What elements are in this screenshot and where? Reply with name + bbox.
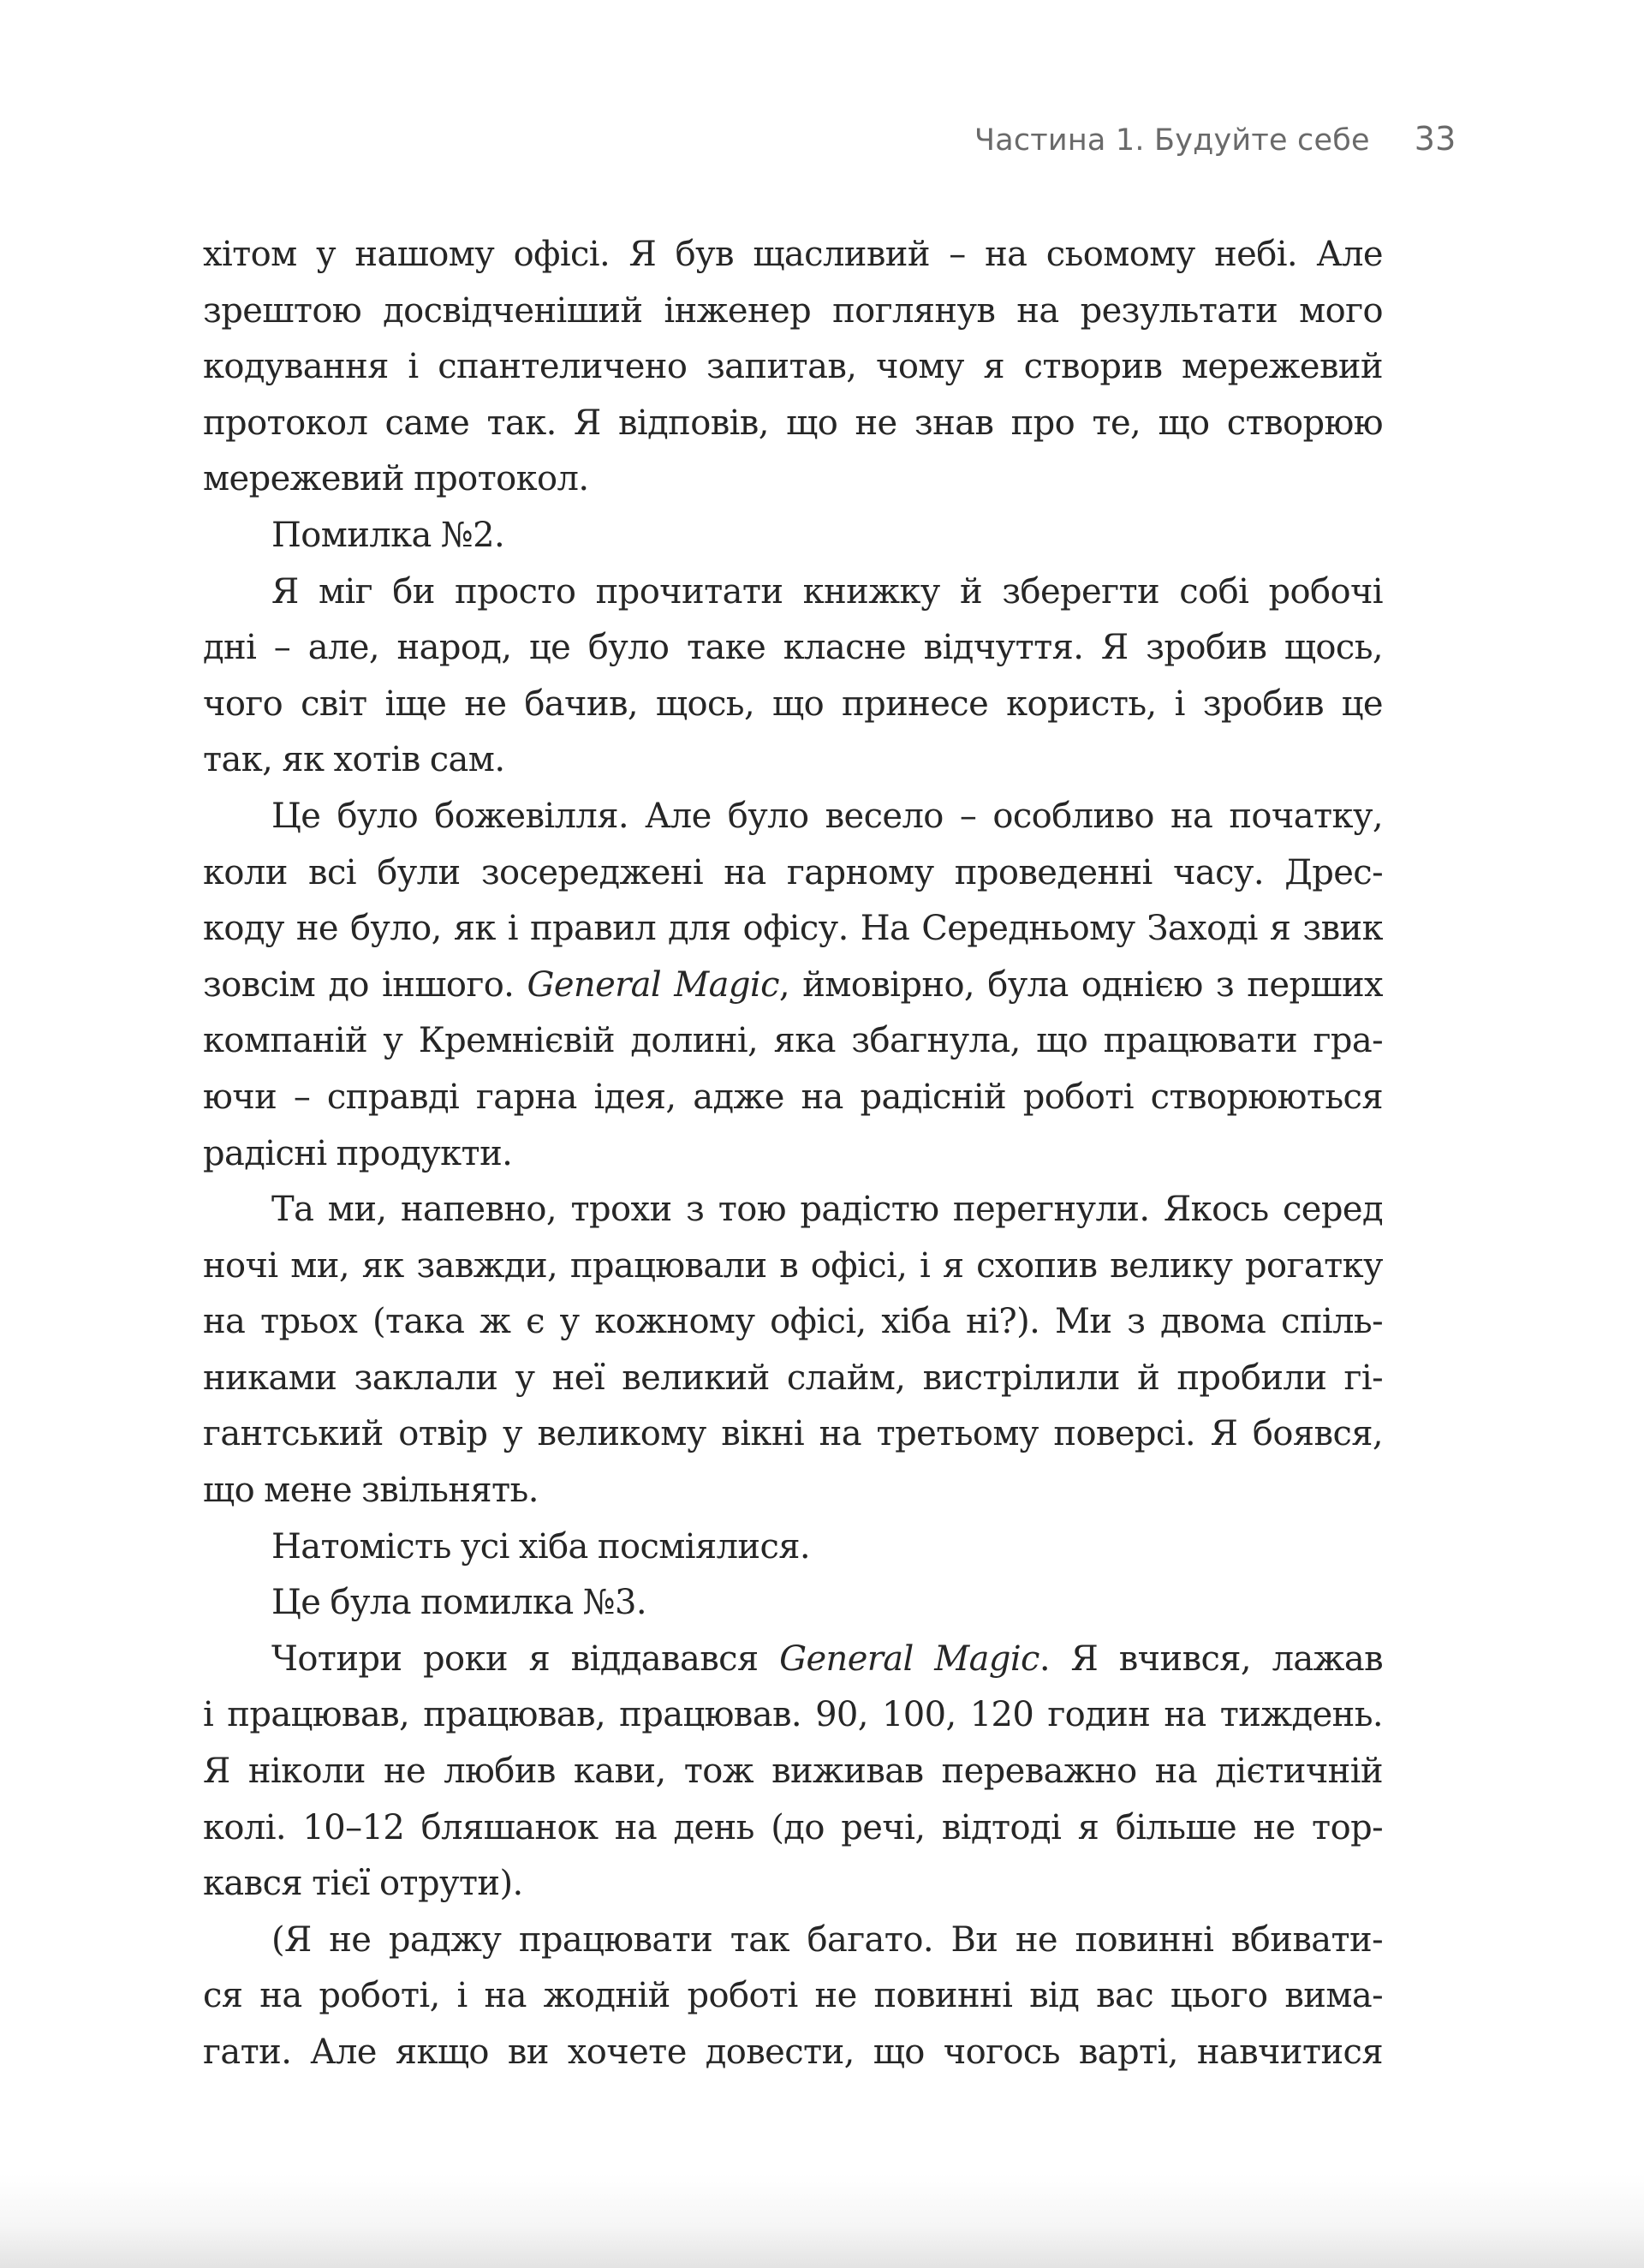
text-line: гантський отвір у великому вікні на третьому поверсі. Я боявся, [203,1414,1383,1454]
italic-company-name: General Magic [779,1638,1039,1679]
text-line: і працював, працював, працював. 90, 100, 120 годин на тиждень. [203,1695,1383,1735]
text-line: Натомість усі хіба посміялися. [271,1526,811,1567]
text-line: на трьох (така ж є у кожному офісі, хіба ні?). Ми з двома спіль- [203,1302,1383,1342]
text-line: дні – але, народ, це було таке класне відчуття. Я зробив щось, [203,628,1383,668]
text-line: Це було божевілля. Але було весело – особливо на початку, [271,796,1383,836]
text-line: колі. 10–12 бляшанок на день (до речі, відтоді я більше не тор- [203,1807,1383,1847]
text-line: Це була помилка №3. [271,1583,646,1623]
text-line: радісні продукти. [203,1133,513,1173]
page-number: 33 [1414,120,1456,158]
text-line: ся на роботі, і на жодній роботі не повинні від вас цього вима- [203,1976,1383,2016]
text-line: мережевий протокол. [203,459,589,499]
text-line: Я міг би просто прочитати книжку й зберегти собі робочі [271,571,1383,612]
text-line: Я ніколи не любив кави, тож виживав переважно на дієтичній [203,1752,1383,1792]
running-header [974,120,1471,171]
body-text [203,227,1383,2081]
section-title: Частина 1. Будуйте себе [974,123,1370,158]
text-line: Помилка №2. [271,515,505,555]
text-line: так, як хотів сам. [203,740,505,780]
text-line: компаній у Кремнієвій долині, яка збагнула, що працювати гра- [203,1021,1383,1061]
page-bottom-shadow [0,2174,1644,2268]
text-line: зрештою досвідченіший інженер поглянув на результати мого [203,290,1383,331]
text-line: чого світ іще не бачив, щось, що принесе користь, і зробив це [203,683,1383,724]
text-line: що мене звільнять. [203,1471,539,1511]
text-line: Чотири роки я віддавався General Magic. Я вчився, лажав [271,1638,1383,1679]
text-line: коду не було, як і правил для офісу. На Середньому Заході я звик [203,909,1383,949]
text-line: хітом у нашому офісі. Я був щасливий – на сьомому небі. Але [203,235,1383,274]
text-line: никами заклали у неї великий слайм, вистрілили й пробили гі- [203,1358,1383,1398]
text-line: коли всі були зосереджені на гарному проведенні часу. Дрес- [203,852,1383,892]
text-line: кався тієї отрути). [203,1864,523,1904]
text-line: ючи – справді гарна ідея, адже на радісній роботі створюються [203,1077,1383,1117]
italic-company-name: General Magic [527,964,779,1005]
text-line: зовсім до іншого. General Magic, ймовірно, була однією з перших [203,964,1383,1005]
text-line: Та ми, напевно, трохи з тою радістю перегнули. Якось серед [271,1190,1383,1230]
text-line: ночі ми, як завжди, працювали в офісі, і я схопив велику рогатку [203,1245,1383,1286]
text-line: протокол саме так. Я відповів, що не знав про те, що створюю [203,403,1383,443]
text-line: кодування і спантеличено запитав, чому я створив мережевий [203,347,1383,387]
text-line: гати. Але якщо ви хочете довести, що чогось варті, навчитися [203,2032,1383,2072]
text-line: (Я не раджу працювати так багато. Ви не повинні вбивати- [271,1919,1383,1960]
